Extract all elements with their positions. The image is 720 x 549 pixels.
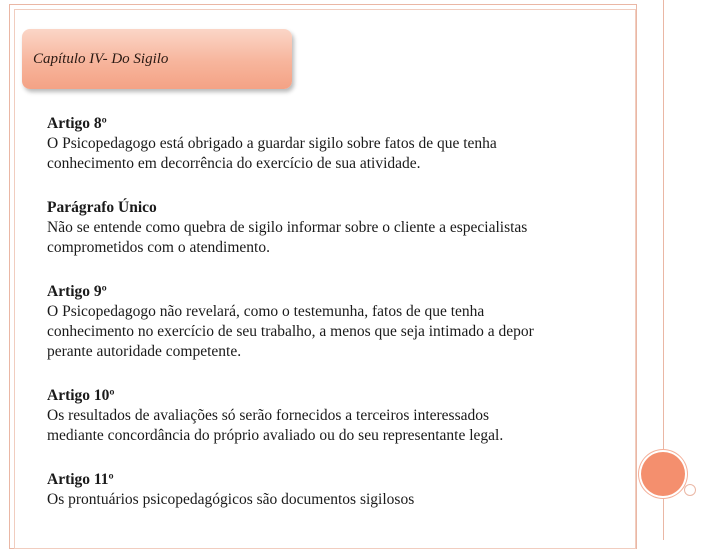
section-line: O Psicopedagogo não revelará, como o testemunha, fatos de que tenha [47,303,485,320]
section-heading: Artigo 10º [47,387,115,404]
section-heading: Artigo 9º [47,283,107,300]
section-line: Os resultados de avaliações só serão fornecidos a terceiros interessados [47,407,490,424]
section-heading: Parágrafo Único [47,199,157,216]
section-paragrafo-unico [47,198,637,258]
decorative-vertical-line [663,0,664,454]
section-line: Não se entende como quebra de sigilo informar sobre o cliente a especialistas [47,219,528,236]
section-line: comprometidos com o atendimento. [47,239,270,256]
section-line: conhecimento em decorrência do exercício de sua atividade. [47,155,421,172]
slide-title: Capítulo IV- Do Sigilo [33,50,169,67]
section-artigo-9 [47,282,637,362]
section-artigo-8 [47,114,637,174]
section-artigo-10 [47,386,637,446]
section-line: O Psicopedagogo está obrigado a guardar sigilo sobre fatos de que tenha [47,135,497,152]
section-heading: Artigo 11º [47,471,114,488]
decorative-circle-icon [641,452,685,496]
title-box [22,29,292,89]
section-line: perante autoridade competente. [47,343,242,360]
content-body [47,114,637,534]
section-line: conhecimento no exercício de seu trabalho, a menos que seja intimado a depor [47,323,534,340]
section-heading: Artigo 8º [47,115,107,132]
section-artigo-11 [47,470,637,510]
section-line: Os prontuários psicopedagógicos são documentos sigilosos [47,491,415,508]
decorative-vertical-line-lower [663,497,664,540]
decorative-small-circle-icon [684,484,696,496]
section-line: mediante concordância do próprio avaliado ou do seu representante legal. [47,427,504,444]
